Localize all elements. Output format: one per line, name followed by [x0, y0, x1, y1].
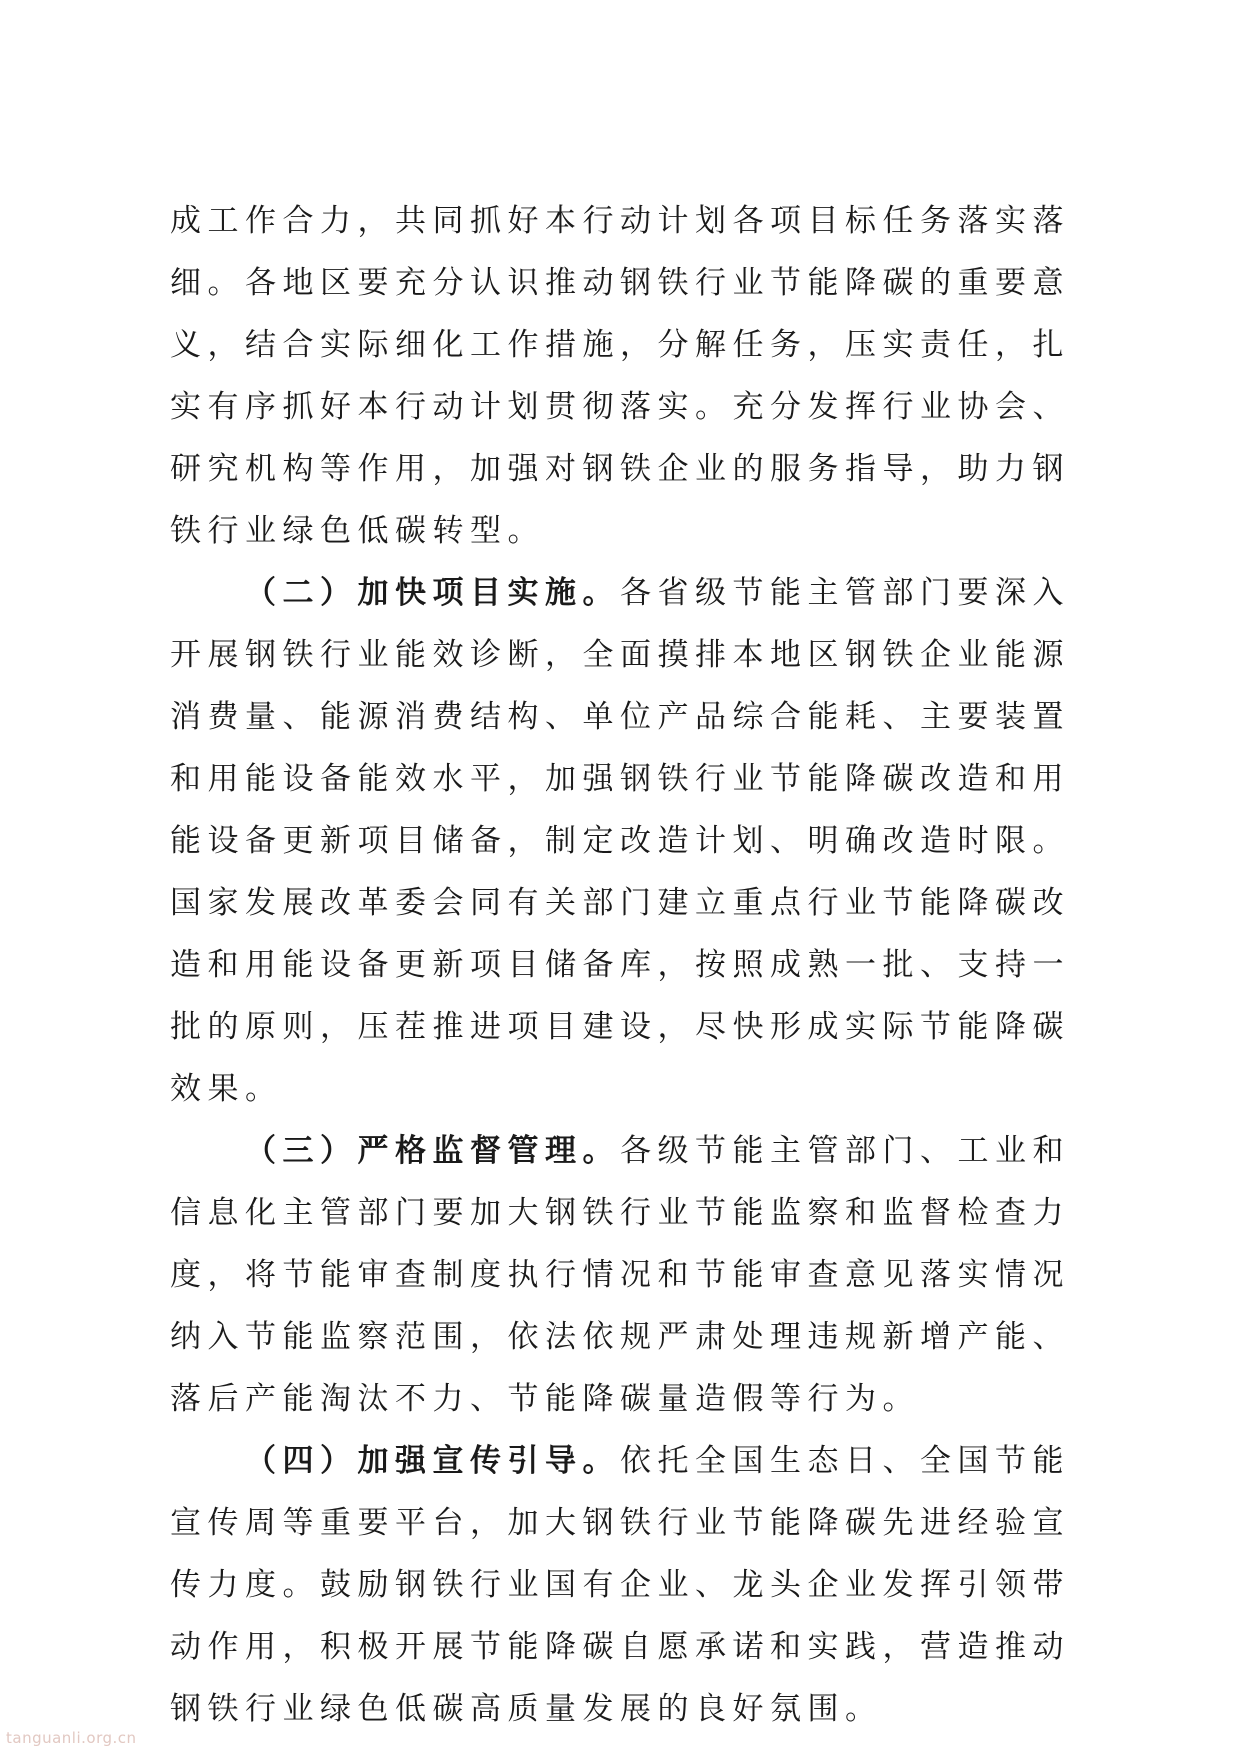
document-page [170, 190, 1070, 1740]
paragraph-continuation [170, 190, 1070, 562]
paragraph-text: 各级节能主管部门、工业和信息化主管部门要加大钢铁行业节能监察和监督检查力度，将节能审查制度执行情况和节能审查意见落实情况纳入节能监察范围，依法依规严肃处理违规新增产能、落后产能淘汰不力、节能降碳量造假等行为。 [170, 1133, 1070, 1417]
paragraph-supervision [170, 1120, 1070, 1430]
site-watermark: tanguanli.org.cn [6, 1729, 137, 1747]
section-heading: （二）加快项目实施。 [245, 575, 620, 611]
section-heading: （四）加强宣传引导。 [245, 1443, 620, 1479]
paragraph-text: 成工作合力，共同抓好本行动计划各项目标任务落实落细。各地区要充分认识推动钢铁行业节能降碳的重要意义，结合实际细化工作措施，分解任务，压实责任，扎实有序抓好本行动计划贯彻落实。充分发挥行业协会、研究机构等作用，加强对钢铁企业的服务指导，助力钢铁行业绿色低碳转型。 [170, 203, 1070, 549]
paragraph-publicity [170, 1430, 1070, 1740]
paragraph-text: 依托全国生态日、全国节能宣传周等重要平台，加大钢铁行业节能降碳先进经验宣传力度。鼓励钢铁行业国有企业、龙头企业发挥引领带动作用，积极开展节能降碳自愿承诺和实践，营造推动钢铁行业绿色低碳高质量发展的良好氛围。 [170, 1443, 1070, 1727]
paragraph-text: 各省级节能主管部门要深入开展钢铁行业能效诊断，全面摸排本地区钢铁企业能源消费量、能源消费结构、单位产品综合能耗、主要装置和用能设备能效水平，加强钢铁行业节能降碳改造和用能设备更新项目储备，制定改造计划、明确改造时限。国家发展改革委会同有关部门建立重点行业节能降碳改造和用能设备更新项目储备库，按照成熟一批、支持一批的原则，压茬推进项目建设，尽快形成实际节能降碳效果。 [170, 575, 1070, 1107]
section-heading: （三）严格监督管理。 [245, 1133, 620, 1169]
paragraph-project-implementation [170, 562, 1070, 1120]
